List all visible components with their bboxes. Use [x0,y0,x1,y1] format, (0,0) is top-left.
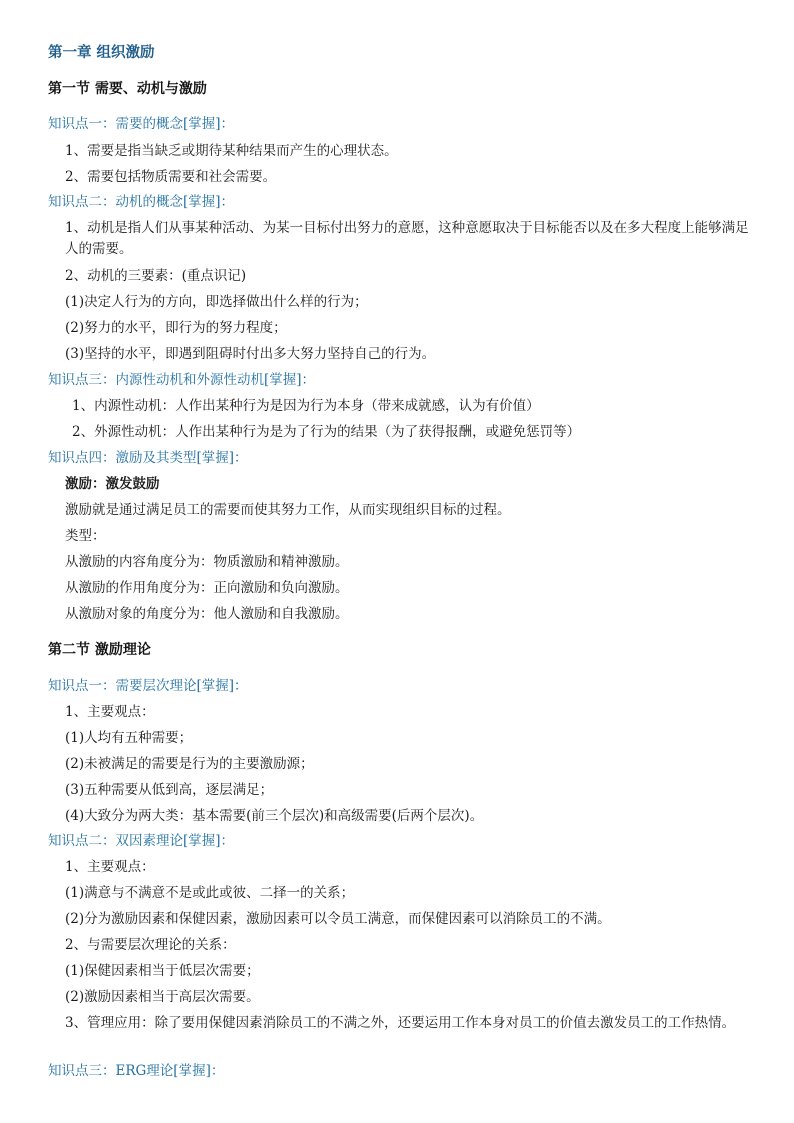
s1-kp4-item-3: 从激励的内容角度分为：物质激励和精神激励。 [65,554,349,570]
s2-kp1-item-2: (1)人均有五种需要； [65,730,193,746]
s2-kp2-item-2: (1)满意与不满意不是或此或彼、二择一的关系； [65,885,355,901]
s1-kp1-heading: 知识点一：需要的概念[掌握]： [48,116,235,132]
s2-kp2-item-3: (2)分为激励因素和保健因素，激励因素可以令员工满意，而保健因素可以消除员工的不满。 [65,911,611,927]
s1-kp2-item-4: (2)努力的水平，即行为的努力程度； [65,320,287,336]
s2-kp1-heading: 知识点一：需要层次理论[掌握]： [48,678,248,694]
section-2-title: 第二节 激励理论 [48,642,151,658]
s2-kp2-heading: 知识点二：双因素理论[掌握]： [48,833,235,849]
s1-kp3-item-1: 1、内源性动机：人作出某种行为是因为行为本身（带来成就感，认为有价值） [72,398,540,414]
s1-kp3-heading: 知识点三：内源性动机和外源性动机[掌握]： [48,372,316,388]
s1-kp4-item-1: 激励就是通过满足员工的需要而使其努力工作，从而实现组织目标的过程。 [65,502,511,518]
s2-kp2-item-1: 1、主要观点： [65,859,155,875]
s2-kp1-item-4: (3)五种需要从低到高，逐层满足； [65,782,274,798]
s2-kp2-item-5: (1)保健因素相当于低层次需要； [65,963,260,979]
s1-kp2-item-5: (3)坚持的水平，即遇到阻碍时付出多大努力坚持自己的行为。 [65,346,436,362]
s1-kp2-item-2: 2、动机的三要素：(重点识记) [65,268,247,284]
s1-kp1-item-2: 2、需要包括物质需要和社会需要。 [65,169,277,185]
s1-kp2-item-3: (1)决定人行为的方向，即选择做出什么样的行为； [65,294,368,310]
s1-kp4-heading: 知识点四：激励及其类型[掌握]： [48,450,248,466]
s1-kp2-heading: 知识点二：动机的概念[掌握]： [48,194,235,210]
s2-kp1-item-1: 1、主要观点： [65,704,155,720]
s2-kp3-heading: 知识点三：ERG理论[掌握]： [48,1063,225,1079]
s1-kp1-item-1: 1、需要是指当缺乏或期待某种结果而产生的心理状态。 [65,143,398,159]
s1-kp4-item-2: 类型： [65,528,106,544]
s1-kp2-item-1: 1、动机是指人们从事某种活动、为某一目标付出努力的意愿，这种意愿取决于目标能否以及在多大程度上能够满足人的需要。 [65,220,749,257]
s1-kp4-bold-item: 激励：激发鼓励 [65,476,160,492]
section-1-title: 第一节 需要、动机与激励 [48,81,207,97]
s2-kp2-item-4: 2、与需要层次理论的关系： [65,937,236,953]
s1-kp4-item-4: 从激励的作用角度分为：正向激励和负向激励。 [65,580,349,596]
s1-kp3-item-2: 2、外源性动机：人作出某种行为是为了行为的结果（为了获得报酬，或避免惩罚等） [72,424,581,440]
s2-kp2-item-7: 3、管理应用：除了要用保健因素消除员工的不满之外，还要运用工作本身对员工的价值去激发员工的工作热情。 [65,1015,736,1031]
s2-kp1-item-3: (2)未被满足的需要是行为的主要激励源； [65,756,314,772]
s1-kp4-item-5: 从激励对象的角度分为：他人激励和自我激励。 [65,606,349,622]
s2-kp1-item-5: (4)大致分为两大类：基本需要(前三个层次)和高级需要(后两个层次)。 [65,808,484,824]
chapter-title: 第一章 组织激励 [48,44,155,61]
s2-kp2-item-6: (2)激励因素相当于高层次需要。 [65,989,260,1005]
